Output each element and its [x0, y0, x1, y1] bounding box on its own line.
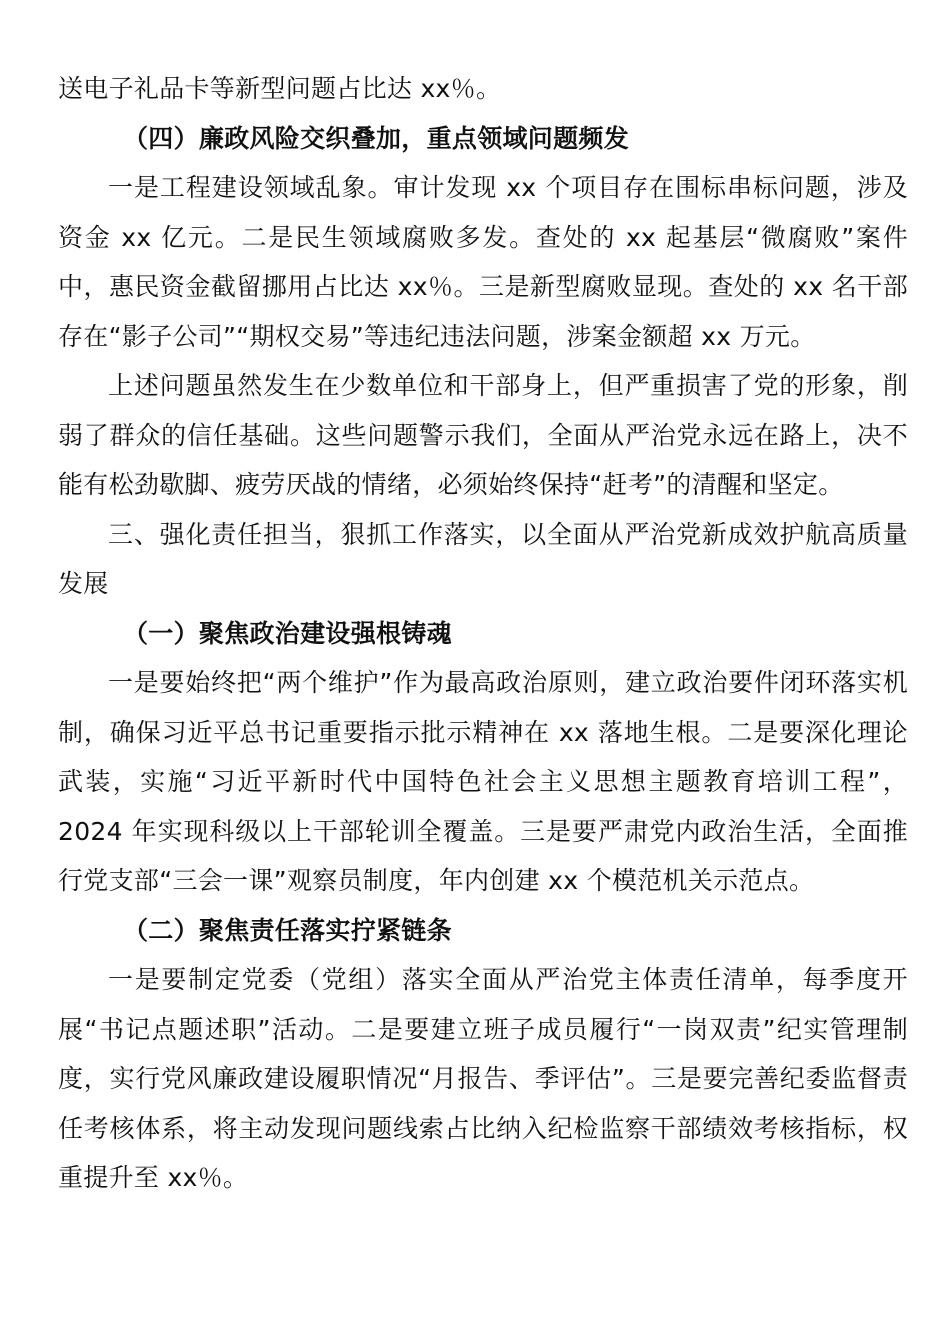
paragraph-risk-areas: 一是工程建设领域乱象。审计发现 xx 个项目存在围标串标问题，涉及资金 xx 亿元。二是民生领域腐败多发。查处的 xx 起基层“微腐败”案件中，惠民资金截留挪用占比达 xx％。三是新型腐败显现。查处的 xx 名干部存在“影子公司”“期权交易”等违纪违法问题，涉案金额超 xx 万元。 [58, 173, 908, 351]
paragraph-responsibility: 一是要制定党委（党组）落实全面从严治党主体责任清单，每季度开展“书记点题述职”活动。二是要建立班子成员履行“一岗双责”纪实管理制度，实行党风廉政建设履职情况“月报告、季评估”。三是要完善纪委监督责任考核体系，将主动发现问题线索占比纳入纪检监察干部绩效考核指标，权重提升至 xx％。 [58, 965, 908, 1192]
paragraph-summary: 上述问题虽然发生在少数单位和干部身上，但严重损害了党的形象，削弱了群众的信任基础。这些问题警示我们，全面从严治党永远在路上，决不能有松劲歇脚、疲劳厌战的情绪，必须始终保持“赶考”的清醒和坚定。 [58, 371, 908, 499]
document-body [58, 64, 908, 1203]
paragraph-political-building: 一是要始终把“两个维护”作为最高政治原则，建立政治要件闭环落实机制，确保习近平总书记重要指示批示精神在 xx 落地生根。二是要深化理论武装，实施“习近平新时代中国特色社会主义思想主题教育培训工程”，2024 年实现科级以上干部轮训全覆盖。三是要严肃党内政治生活，全面推行党支部“三会一课”观察员制度，年内创建 xx 个模范机关示范点。 [58, 668, 908, 895]
section-heading-4: （四）廉政风险交织叠加，重点领域问题频发 [123, 123, 630, 153]
section-heading-1: （一）聚焦政治建设强根铸魂 [123, 618, 452, 648]
chapter-heading-3: 三、强化责任担当，狠抓工作落实，以全面从严治党新成效护航高质量发展 [58, 519, 908, 598]
section-heading-2: （二）聚焦责任落实拧紧链条 [123, 915, 452, 945]
paragraph-continuation: 送电子礼品卡等新型问题占比达 xx％。 [58, 74, 502, 103]
